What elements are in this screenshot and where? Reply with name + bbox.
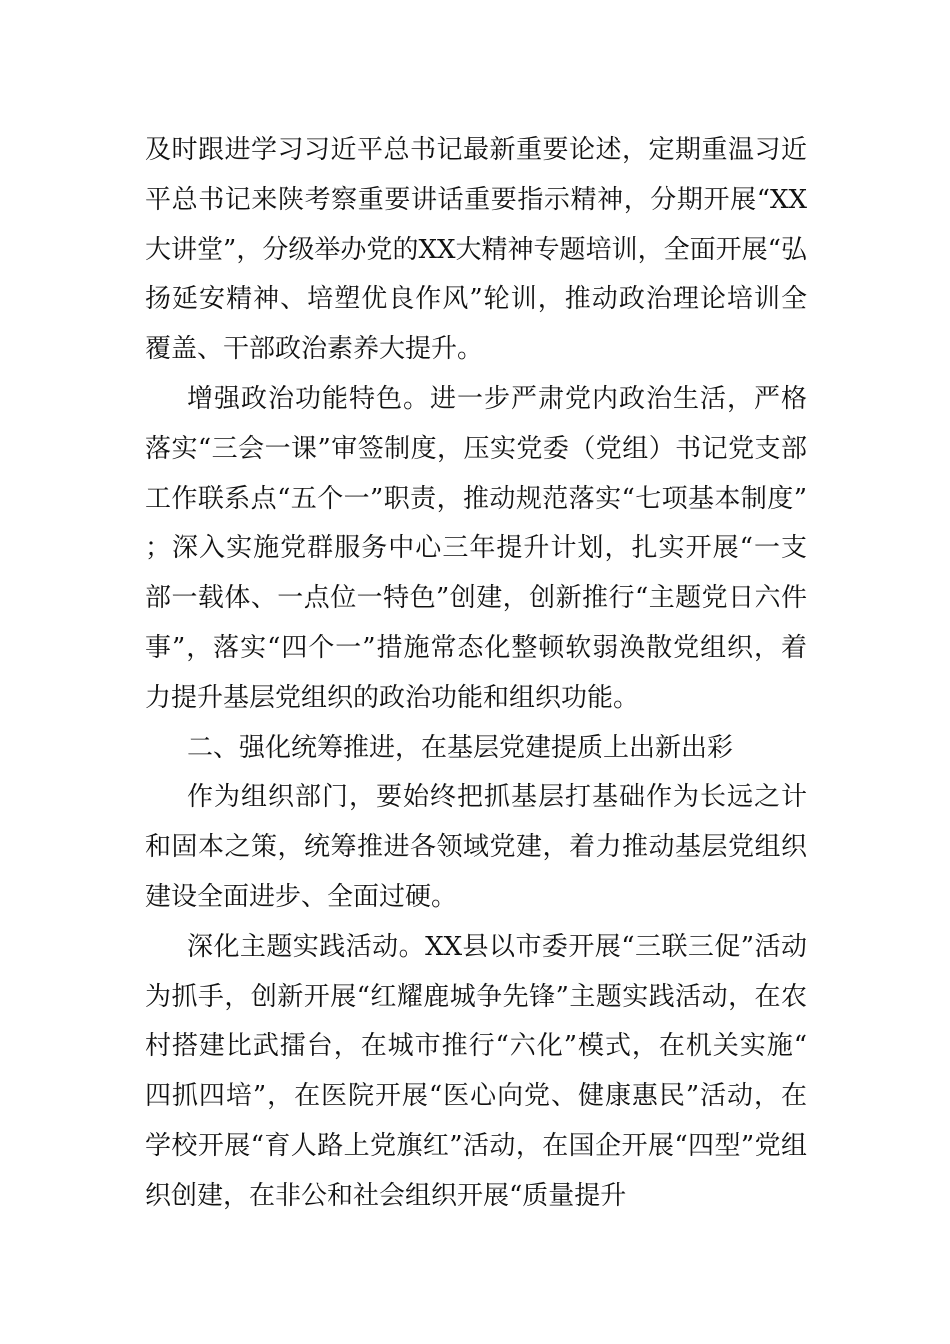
paragraph-theme-practice: 深化主题实践活动。XX县以市委开展“三联三促”活动为抓手，创新开展“红耀鹿城争先锋”主题实践活动，在农村搭建比武擂台，在城市推行“六化”模式，在机关实施“四抓四培”，在医院开展“医心向党、健康惠民”活动，在学校开展“育人路上党旗红”活动，在国企开展“四型”党组织创建，在非公和社会组织开展“质量提升 [145, 931, 807, 1211]
document-body [145, 126, 807, 1222]
section-heading-2: 二、强化统筹推进，在基层党建提质上出新出彩 [187, 732, 734, 763]
paragraph-continuation: 及时跟进学习习近平总书记最新重要论述，定期重温习近平总书记来陕考察重要讲话重要指示精神，分期开展“XX大讲堂”，分级举办党的XX大精神专题培训，全面开展“弘扬延安精神、培塑优良作风”轮训，推动政治理论培训全覆盖、干部政治素养大提升。 [145, 135, 807, 365]
paragraph-political-function: 增强政治功能特色。进一步严肃党内政治生活，严格落实“三会一课”审签制度，压实党委（党组）书记党支部工作联系点“五个一”职责，推动规范落实“七项基本制度”；深入实施党群服务中心三年提升计划，扎实开展“一支部一载体、一点位一特色”创建，创新推行“主题党日六件事”，落实“四个一”措施常态化整顿软弱涣散党组织，着力提升基层党组织的政治功能和组织功能。 [145, 383, 807, 713]
paragraph-organization-dept: 作为组织部门，要始终把抓基层打基础作为长远之计和固本之策，统筹推进各领域党建，着力推动基层党组织建设全面进步、全面过硬。 [145, 782, 807, 912]
